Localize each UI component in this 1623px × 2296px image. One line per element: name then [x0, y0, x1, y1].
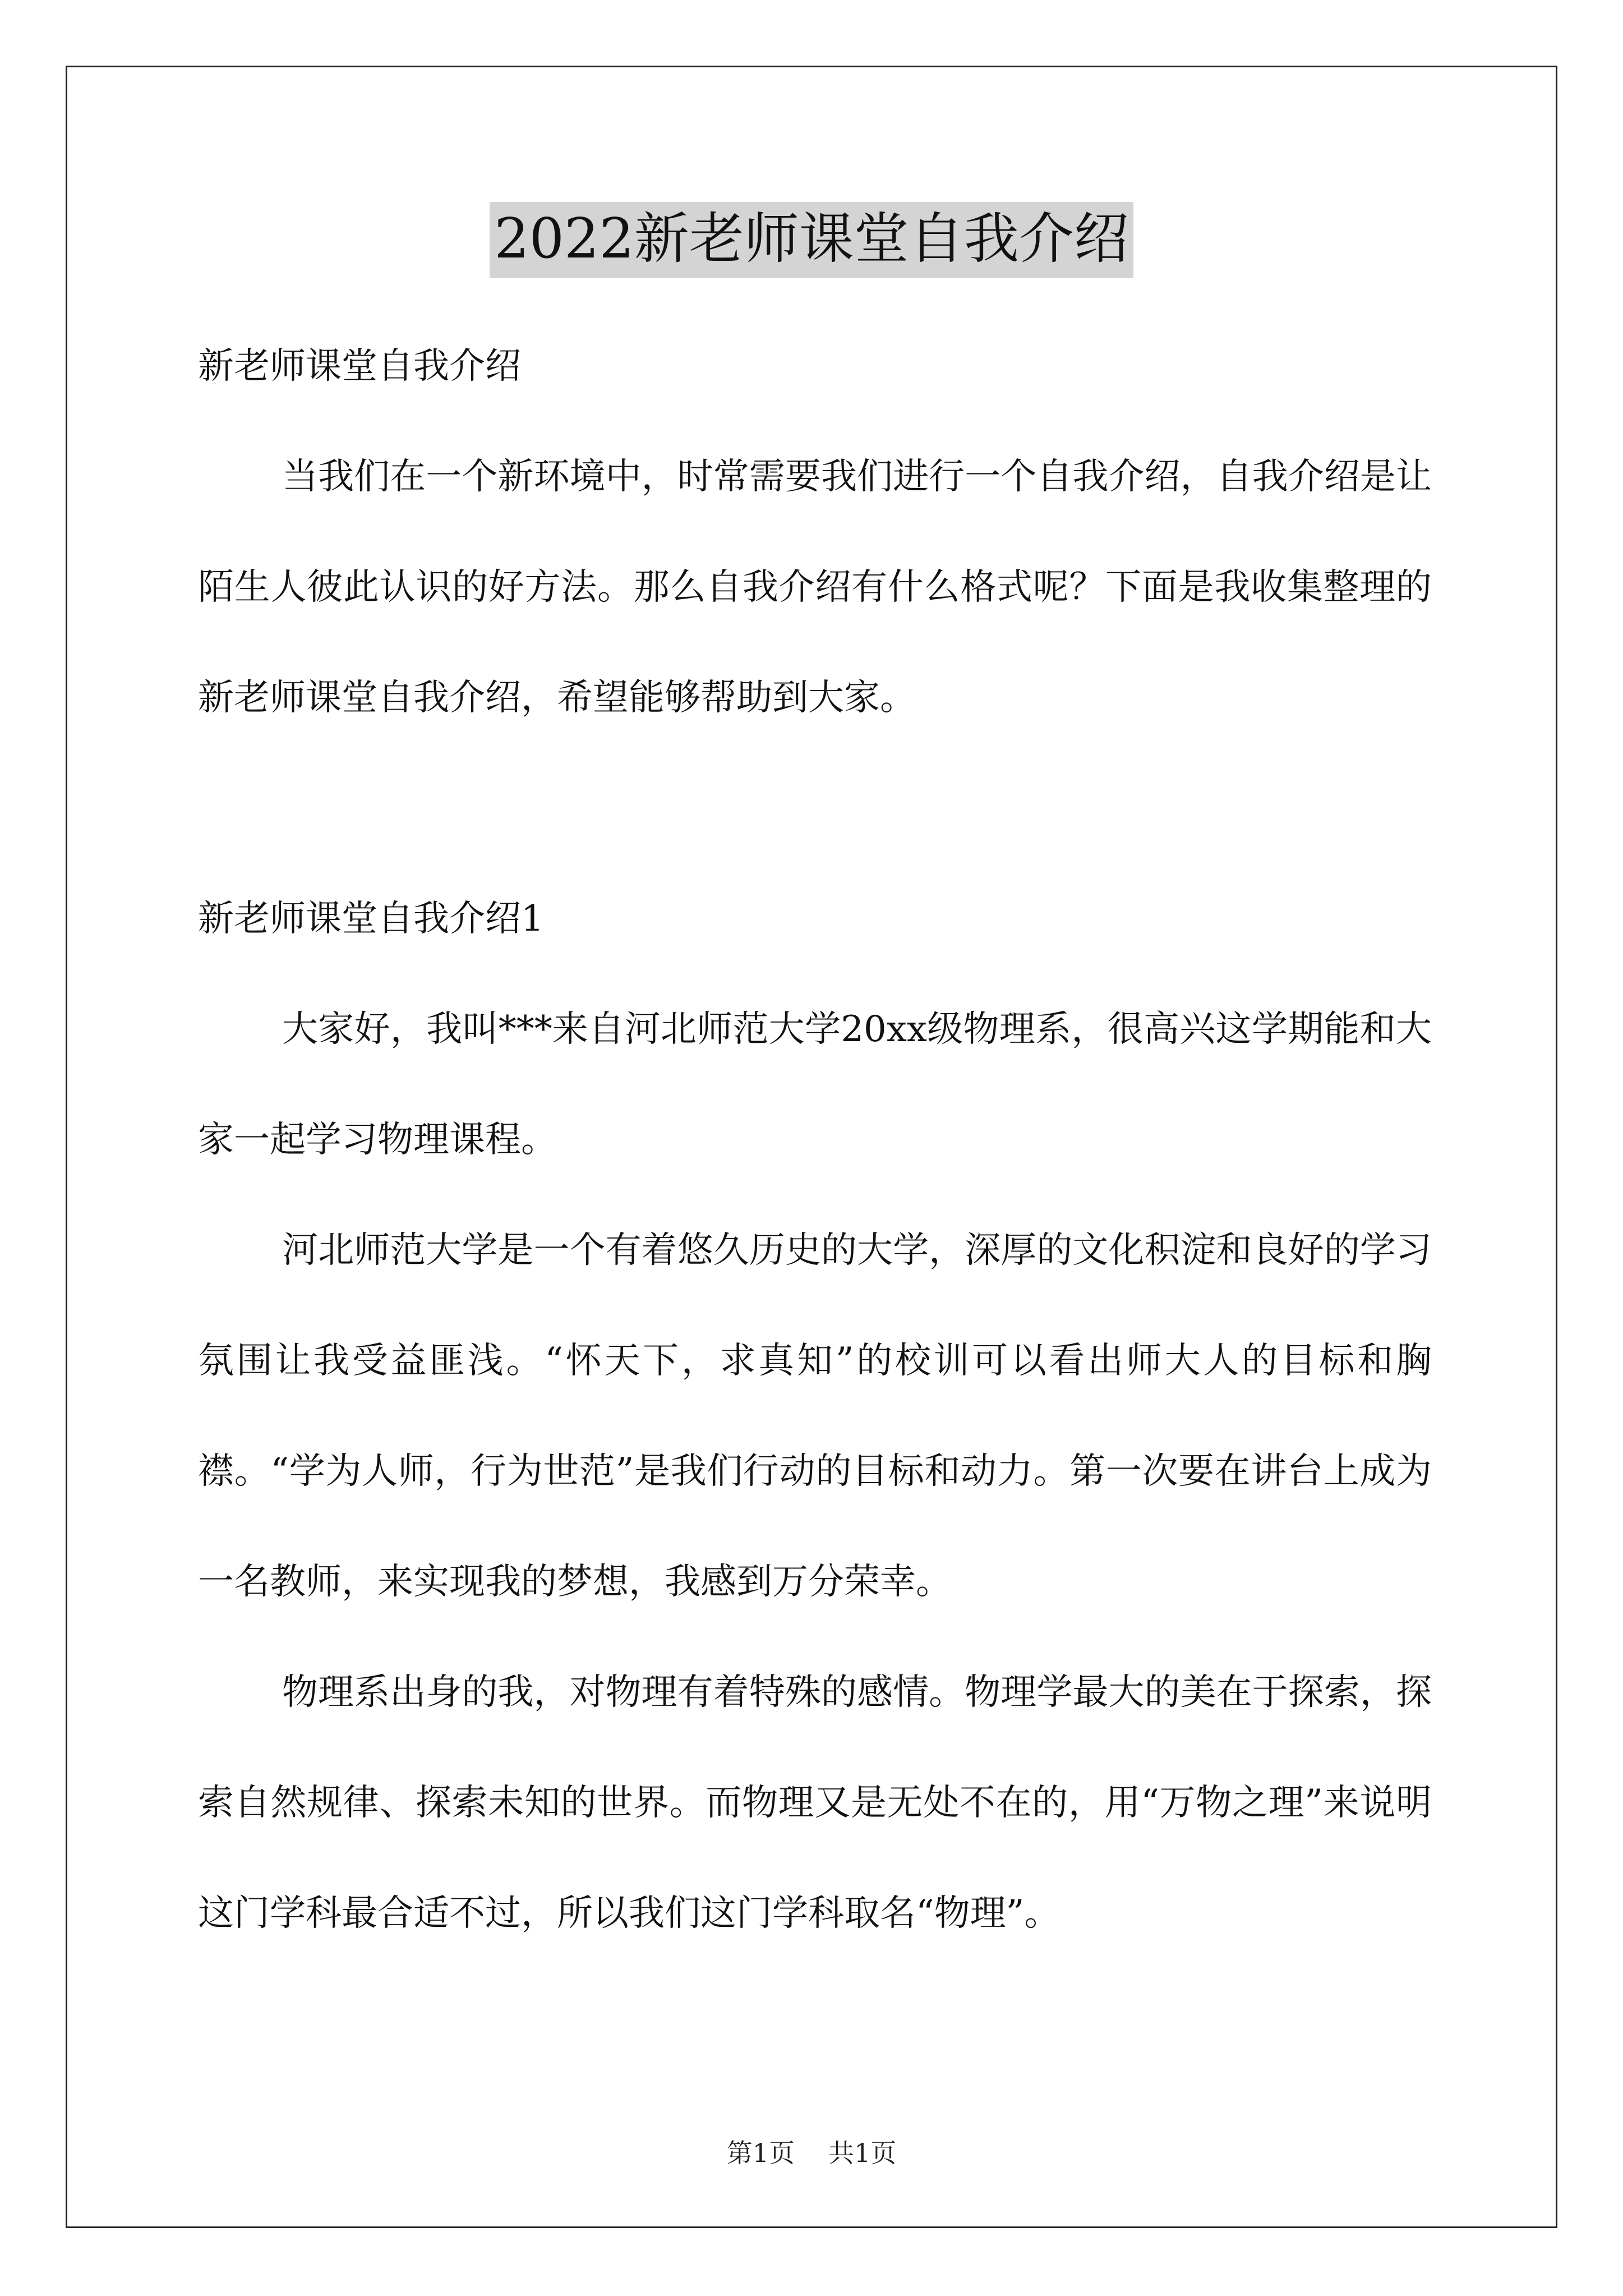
page-number: 第1页 — [726, 2138, 795, 2168]
intro-paragraph: 当我们在一个新环境中，时常需要我们进行一个自我介绍，自我介绍是让陌生人彼此认识的好方法。那么自我介绍有什么格式呢？下面是我收集整理的新老师课堂自我介绍，希望能够帮助到大家。 — [198, 456, 1432, 719]
page-total: 共1页 — [828, 2138, 897, 2168]
spacer — [198, 753, 1432, 864]
page-footer — [0, 2136, 1623, 2170]
document-body — [198, 311, 1432, 1969]
body-paragraph: 河北师范大学是一个有着悠久历史的大学，深厚的文化积淀和良好的学习氛围让我受益匪浅。“怀天下，求真知”的校训可以看出师大人的目标和胸襟。“学为人师，行为世范”是我们行动的目标和动力。第一次要在讲台上成为一名教师，来实现我的梦想，我感到万分荣幸。 — [198, 1230, 1432, 1603]
document-title-text: 2022新老师课堂自我介绍 — [490, 202, 1133, 278]
body-paragraph: 物理系出身的我，对物理有着特殊的感情。物理学最大的美在于探索，探索自然规律、探索未知的世界。而物理又是无处不在的，用“万物之理”来说明这门学科最合适不过，所以我们这门学科取名“物理”。 — [198, 1672, 1432, 1934]
document-title — [0, 202, 1623, 278]
section-heading: 新老师课堂自我介绍 — [198, 346, 521, 387]
section-heading-1: 新老师课堂自我介绍1 — [198, 898, 544, 940]
body-paragraph: 大家好，我叫***来自河北师范大学20xx级物理系，很高兴这学期能和大家一起学习物理课程。 — [198, 1009, 1432, 1161]
